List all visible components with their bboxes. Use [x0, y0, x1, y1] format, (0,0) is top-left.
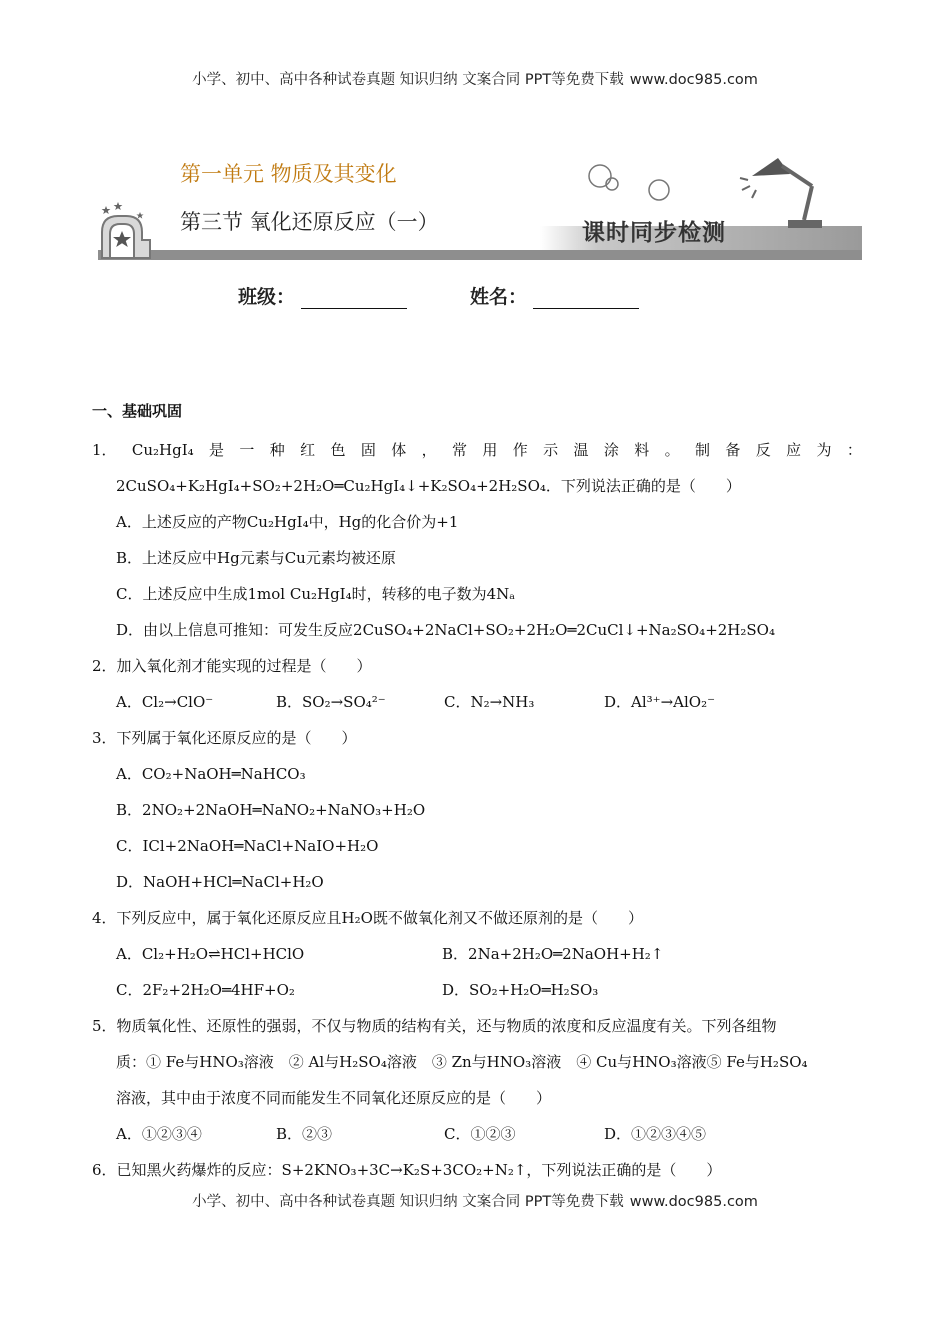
- q1-word: 常: [452, 441, 468, 459]
- banner: [0, 0, 950, 320]
- q1-option-a[interactable]: A．上述反应的产物Cu₂HgI₄中，Hg的化合价为+1: [116, 513, 459, 531]
- q1-number: 1．: [92, 441, 117, 459]
- q1-option-b[interactable]: B．上述反应中Hg元素与Cu元素均被还原: [116, 549, 396, 567]
- site-url-link[interactable]: www.doc985.com: [629, 72, 758, 88]
- q3-option-a[interactable]: A．CO₂+NaOH═NaHCO₃: [116, 765, 306, 783]
- q4-option-c[interactable]: C．2F₂+2H₂O═4HF+O₂: [116, 981, 295, 999]
- question-4: [92, 900, 862, 1008]
- class-field: [238, 282, 407, 309]
- q1-word: 种: [269, 441, 285, 459]
- question-3: [92, 720, 862, 900]
- q3-stem: 3．下列属于氧化还原反应的是（ ）: [92, 729, 357, 747]
- q4-stem: 4．下列反应中，属于氧化还原反应且H₂O既不做氧化剂又不做还原剂的是（ ）: [92, 909, 643, 927]
- q4-option-a[interactable]: A．Cl₂+H₂O⇌HCl+HClO: [116, 945, 305, 963]
- q5-option-b[interactable]: B．②③: [276, 1125, 333, 1143]
- q1-word: 涂: [603, 441, 619, 459]
- q5-option-a[interactable]: A．①②③④: [116, 1125, 202, 1143]
- q2-stem: 2．加入氧化剂才能实现的过程是（ ）: [92, 657, 372, 675]
- part-heading: 一、基础巩固: [92, 402, 183, 420]
- site-footer-note: [0, 1190, 950, 1211]
- q2-option-d[interactable]: D．Al³⁺→AlO₂⁻: [604, 693, 716, 711]
- q2-options: [92, 684, 862, 720]
- q6-stem: 6．已知黑火药爆炸的反应：S+2KNO₃+3C→K₂S+3CO₂+N₂↑，下列说法正确的是（ ）: [92, 1161, 722, 1179]
- q4-options-row2: [92, 972, 862, 1008]
- question-content: [92, 400, 862, 1188]
- name-field: [470, 282, 639, 309]
- bubbles-icon: [582, 162, 682, 212]
- site-note-text: 小学、初中、高中各种试卷真题 知识归纳 文案合同 PPT等免费下载: [192, 72, 624, 88]
- class-label: 班级：: [238, 286, 296, 308]
- q4-options-row1: [92, 936, 862, 972]
- name-blank[interactable]: [533, 290, 639, 309]
- q5-option-d[interactable]: D．①②③④⑤: [604, 1125, 707, 1143]
- q3-option-c[interactable]: C．ICl+2NaOH═NaCl+NaIO+H₂O: [116, 837, 379, 855]
- site-note-text: 小学、初中、高中各种试卷真题 知识归纳 文案合同 PPT等免费下载: [192, 1194, 624, 1210]
- q5-option-c[interactable]: C．①②③: [444, 1125, 516, 1143]
- q1-word: 制: [695, 441, 711, 459]
- q4-option-b[interactable]: B．2Na+2H₂O═2NaOH+H₂↑: [442, 945, 664, 963]
- q1-word: Cu₂HgI₄: [131, 441, 194, 459]
- q1-word: 固: [360, 441, 376, 459]
- q3-option-d[interactable]: D．NaOH+HCl═NaCl+H₂O: [116, 873, 324, 891]
- q1-word: 用: [482, 441, 498, 459]
- q1-word: 示: [543, 441, 559, 459]
- q1-intro-line: [92, 432, 862, 468]
- q5-stem-line1: 5．物质氧化性、还原性的强弱，不仅与物质的结构有关，还与物质的浓度和反应温度有关。下列各组物: [92, 1017, 777, 1035]
- q1-word: 是: [209, 441, 225, 459]
- class-blank[interactable]: [301, 290, 407, 309]
- q1-word: 备: [725, 441, 741, 459]
- q5-options: [92, 1116, 862, 1152]
- unit-title: 第一单元 物质及其变化: [180, 162, 397, 186]
- q2-option-b[interactable]: B．SO₂→SO₄²⁻: [276, 693, 386, 711]
- q1-word: ：: [846, 441, 862, 459]
- site-url-link[interactable]: www.doc985.com: [629, 1194, 758, 1210]
- q3-option-b[interactable]: B．2NO₂+2NaOH═NaNO₂+NaNO₃+H₂O: [116, 801, 426, 819]
- q4-option-d[interactable]: D．SO₂+H₂O═H₂SO₃: [442, 981, 599, 999]
- q1-word: 反: [755, 441, 771, 459]
- question-2: [92, 648, 862, 720]
- section-title: 第三节 氧化还原反应（一）: [180, 210, 439, 234]
- q1-word: 作: [512, 441, 528, 459]
- q1-word: ，: [421, 441, 437, 459]
- q1-word: 红: [300, 441, 316, 459]
- question-5: [92, 1008, 862, 1152]
- q1-word: 色: [330, 441, 346, 459]
- q1-option-d[interactable]: D．由以上信息可推知：可发生反应2CuSO₄+2NaCl+SO₂+2H₂O═2CuCl↓+Na₂SO₄+2H₂SO₄: [116, 621, 775, 639]
- name-label: 姓名：: [470, 286, 528, 308]
- star-badge-icon: [96, 200, 156, 260]
- q1-equation: 2CuSO₄+K₂HgI₄+SO₂+2H₂O═Cu₂HgI₄↓+K₂SO₄+2H₂SO₄．下列说法正确的是（ ）: [116, 477, 741, 495]
- q5-stem-line2: 质：① Fe与HNO₃溶液 ② Al与H₂SO₄溶液 ③ Zn与HNO₃溶液 ④ Cu与HNO₃溶液⑤ Fe与H₂SO₄: [116, 1053, 808, 1071]
- q1-word: 温: [573, 441, 589, 459]
- brand-title: 课时同步检测: [582, 220, 726, 246]
- q1-word: 。: [664, 441, 680, 459]
- question-1: [92, 432, 862, 648]
- q2-option-a[interactable]: A．Cl₂→ClO⁻: [116, 693, 214, 711]
- q5-stem-line3: 溶液，其中由于浓度不同而能发生不同氧化还原反应的是（ ）: [116, 1089, 552, 1107]
- banner-divider: [98, 250, 862, 260]
- desk-lamp-icon: [732, 150, 842, 232]
- question-6: [92, 1152, 862, 1188]
- q1-word: 一: [239, 441, 255, 459]
- q1-word: 为: [816, 441, 832, 459]
- q1-word: 体: [391, 441, 407, 459]
- q1-word: 应: [786, 441, 802, 459]
- q1-word: 料: [634, 441, 650, 459]
- q2-option-c[interactable]: C．N₂→NH₃: [444, 693, 535, 711]
- q1-option-c[interactable]: C．上述反应中生成1mol Cu₂HgI₄时，转移的电子数为4Nₐ: [116, 585, 516, 603]
